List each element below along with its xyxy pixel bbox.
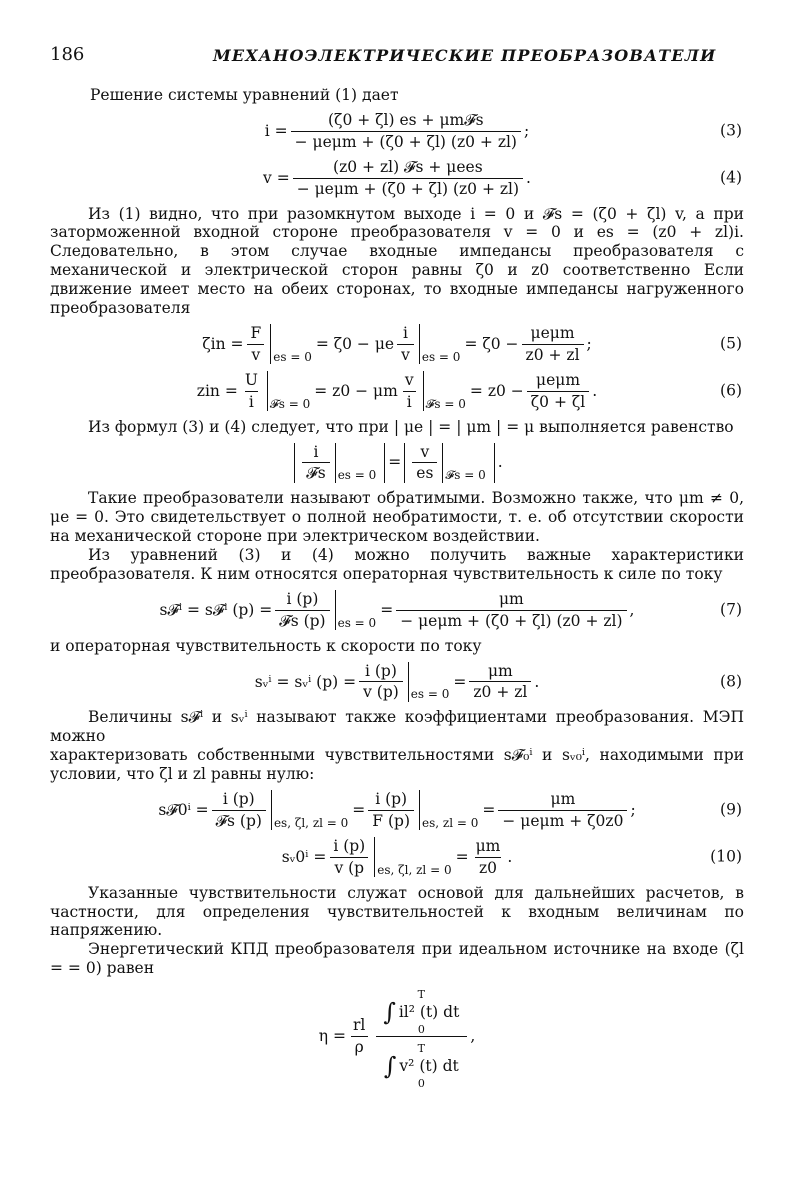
eq4-fraction xyxy=(293,158,523,199)
eq4-tail: . xyxy=(526,168,531,187)
eq8-frac-1-num: i (p) xyxy=(364,661,397,680)
eq5-frac-1 xyxy=(246,324,265,365)
eq9-frac-1-num: i (p) xyxy=(222,790,255,808)
reciprocity-equals: = xyxy=(388,453,402,472)
eq6-frac-3 xyxy=(527,371,589,412)
eq7-frac-2-den: − μeμm + (ζ0 + ζl) (z0 + zl) xyxy=(396,610,626,631)
eq7-number: (7) xyxy=(720,600,742,619)
eq9-frac-1-den: 𝓕s (p) xyxy=(212,810,266,831)
reciprocity-frac-1 xyxy=(302,443,329,484)
reciprocity-frac-1-num: i xyxy=(313,442,319,461)
eq6-condition-1: 𝓕s = 0 xyxy=(267,371,310,411)
eq10-frac-2-den: z0 xyxy=(475,857,501,878)
page-header xyxy=(48,44,750,68)
page-number: 186 xyxy=(50,44,85,65)
eq10-frac-1 xyxy=(329,837,369,878)
eq6-number: (6) xyxy=(720,381,742,400)
eff-lhs: η = xyxy=(318,1027,346,1046)
eq5-frac-1-den: v xyxy=(247,344,264,365)
reciprocity-frac-2 xyxy=(412,443,437,484)
eq9-frac-2 xyxy=(368,790,414,831)
eff-tail: , xyxy=(470,1027,476,1046)
eq8-frac-2-num: μm xyxy=(487,661,513,680)
eq6-frac-1 xyxy=(241,371,262,412)
eq6-mid: = z0 − μm xyxy=(314,381,398,400)
eq9-tail: ; xyxy=(630,800,636,819)
eq7-tail: , xyxy=(629,600,635,619)
equation-6 xyxy=(50,371,744,412)
eff-numerator-integral xyxy=(375,984,467,1036)
equation-9 xyxy=(50,790,744,831)
eff-denominator-integral xyxy=(376,1036,467,1089)
eq6-tail: . xyxy=(592,381,598,400)
paragraph-5: Из уравнений (3) и (4) можно получить важные характеристики преобразователя. К ним относятся операторная чувствительность к силе по току xyxy=(50,546,744,583)
eq3-fraction xyxy=(291,111,521,152)
paragraph-9: Энергетический КПД преобразователя при идеальном источнике на входе (ζl = = 0) равен xyxy=(50,940,744,978)
eq7-frac-2 xyxy=(396,590,626,631)
equation-8 xyxy=(50,662,744,703)
eq3-num: (ζ0 + ζl) es + μm𝓕s xyxy=(328,110,484,129)
eq5-mid: = ζ0 − μe xyxy=(315,334,395,353)
eq6-lhs: zin = xyxy=(196,381,238,400)
eq8-lhs: sᵥⁱ = sᵥⁱ (p) = xyxy=(254,672,357,691)
eq6-frac-3-den: ζ0 + ζl xyxy=(527,391,589,412)
eq8-frac-2 xyxy=(469,662,531,703)
eq9-condition-1: es, ζl, zl = 0 xyxy=(271,790,348,830)
reciprocity-abs-1 xyxy=(294,443,385,484)
eff-bottom-integral-line xyxy=(383,1052,459,1081)
eq5-lhs: ζin = xyxy=(202,334,244,353)
eff-coefficient xyxy=(349,1016,369,1057)
eq7-frac-1 xyxy=(275,590,329,631)
reciprocity-condition-1: es = 0 xyxy=(335,443,377,483)
eq10-tail: . xyxy=(507,847,513,866)
page-body xyxy=(50,86,744,1095)
eq5-frac-1-num: F xyxy=(250,323,262,342)
eq8-tail: . xyxy=(534,672,540,691)
paragraph-7a: Величины s𝓕ⁱ и sᵥⁱ называют также коэффициентами преобразования. МЭП можно xyxy=(50,708,744,746)
eq8-condition: es = 0 xyxy=(408,662,450,702)
eq8-frac-2-den: z0 + zl xyxy=(469,681,531,702)
eq9-frac-3-num: μm xyxy=(550,790,576,808)
eq5-frac-2 xyxy=(397,324,414,365)
reciprocity-frac-2-num: v xyxy=(420,442,430,461)
eq5-tail: ; xyxy=(586,334,592,353)
reciprocity-frac-1-den: 𝓕s xyxy=(302,462,329,483)
eq3-tail: ; xyxy=(523,121,530,140)
eq7-lhs: s𝓕ⁱ = s𝓕ⁱ (p) = xyxy=(159,600,273,619)
reciprocity-abs-2 xyxy=(404,443,494,484)
eq6-frac-3-num: μeμm xyxy=(536,370,581,389)
paragraph-8: Указанные чувствительности служат основой для дальнейших расчетов, в частности, для определения чувствительностей к входным величинам по напряжению. xyxy=(50,883,744,940)
eq8-frac-1 xyxy=(359,662,403,703)
eff-coefficient-num: rl xyxy=(352,1016,366,1035)
eq8-frac-1-den: v (p) xyxy=(359,681,403,702)
eq5-frac-3-den: z0 + zl xyxy=(522,344,584,365)
eq6-condition-2: 𝓕s = 0 xyxy=(423,371,466,411)
eq10-frac-1-num: i (p) xyxy=(333,836,366,855)
eq10-frac-1-den: v (p xyxy=(330,857,368,878)
eff-bottom-lower-limit: 0 xyxy=(417,1077,425,1091)
eq4-den: − μeμm + (ζ0 + ζl) (z0 + zl) xyxy=(293,178,523,199)
eq9-lhs: s𝓕0ⁱ = xyxy=(158,800,209,819)
eq5-number: (5) xyxy=(720,334,742,353)
reciprocity-condition-2: 𝓕s = 0 xyxy=(442,443,485,483)
eq10-lhs: sᵥ0ⁱ = xyxy=(281,847,327,866)
eff-top-integral-line xyxy=(383,998,460,1027)
eq3-number: (3) xyxy=(720,121,742,140)
paragraph-1: Решение системы уравнений (1) дает xyxy=(90,86,399,104)
paragraph-6: и операторная чувствительность к скорости по току xyxy=(50,636,482,655)
eq9-equals-1: = xyxy=(352,800,366,819)
eq7-frac-1-den: 𝓕s (p) xyxy=(275,610,329,631)
eff-top-integrand: il² (t) dt xyxy=(398,1002,460,1021)
eq7-equals: = xyxy=(380,600,394,619)
eq3-lhs: i = xyxy=(264,121,288,140)
eq7-condition: es = 0 xyxy=(335,590,377,630)
paragraph-7b: характеризовать собственными чувствительностями s𝓕₀ⁱ и sᵥ₀ⁱ, находимыми при условии, что ζl и zl равны нулю: xyxy=(50,746,744,784)
eq3-den: − μeμm + (ζ0 + ζl) (z0 + zl) xyxy=(291,131,521,152)
eq9-frac-1 xyxy=(212,790,266,831)
eq5-mid2: = ζ0 − xyxy=(464,334,519,353)
eq4-number: (4) xyxy=(720,168,742,187)
equation-efficiency xyxy=(50,984,744,1089)
equation-10 xyxy=(50,837,744,878)
integral-sign-icon: ∫ xyxy=(383,1052,397,1081)
running-title: МЕХАНОЭЛЕКТРИЧЕСКИЕ ПРЕОБРАЗОВАТЕЛИ xyxy=(213,46,717,65)
equation-3 xyxy=(50,111,744,152)
eq9-frac-3 xyxy=(498,790,627,831)
eq5-condition-2: es = 0 xyxy=(419,324,461,364)
eq10-condition: es, ζl, zl = 0 xyxy=(374,837,451,877)
reciprocity-tail: . xyxy=(497,453,503,472)
eq9-frac-2-den: F (p) xyxy=(368,810,414,831)
equation-reciprocity xyxy=(50,443,744,484)
eq10-equals: = xyxy=(455,847,469,866)
eff-coefficient-den: ρ xyxy=(351,1036,368,1057)
eq8-equals: = xyxy=(453,672,467,691)
paragraph-4: Такие преобразователи называют обратимыми. Возможно также, что μm ≠ 0, μe = 0. Это свидетельствует о полной необратимости, т. е. об отсутствии скорости на механической стороне при электрическом воздействии. xyxy=(50,489,744,546)
eff-bottom-integrand: v² (t) dt xyxy=(399,1056,459,1075)
eq9-number: (9) xyxy=(720,800,742,819)
paragraph-2: Из (1) видно, что при разомкнутом выходе i = 0 и 𝓕s = (ζ0 + ζl) v, а при заторможенной входной стороне преобразователя v = 0 и es = (z0 + zl)i. Следовательно, в этом случае входные импедансы преобразователя с механической и электрической сторон равны ζ0 и z0 соответственно Если движение имеет место на обеих сторонах, то входные импедансы нагруженного преобразователя xyxy=(50,204,744,318)
eq9-condition-2: es, zl = 0 xyxy=(419,790,478,830)
eff-top-integral-block xyxy=(383,989,459,1035)
eq9-equals-2: = xyxy=(482,800,496,819)
eq8-number: (8) xyxy=(720,672,742,691)
eq5-condition-1: es = 0 xyxy=(270,324,312,364)
equation-7 xyxy=(50,590,744,631)
eq9-frac-2-num: i (p) xyxy=(375,790,408,808)
eq7-frac-1-num: i (p) xyxy=(286,589,319,608)
eq4-num: (z0 + zl) 𝓕s + μees xyxy=(333,157,483,176)
eq5-frac-2-den: v xyxy=(397,344,414,365)
eq4-lhs: v = xyxy=(263,168,290,187)
eq6-frac-1-den: i xyxy=(245,391,258,412)
equation-4 xyxy=(50,158,744,199)
eq10-number: (10) xyxy=(710,847,742,866)
eq6-frac-1-num: U xyxy=(244,370,258,389)
eff-bottom-integral-block xyxy=(384,1043,459,1089)
eq5-frac-3 xyxy=(522,324,584,365)
eq5-frac-3-num: μeμm xyxy=(530,323,575,342)
eff-bottom-upper-limit: T xyxy=(417,1042,425,1056)
equation-5 xyxy=(50,324,744,365)
eq10-frac-2 xyxy=(472,837,505,878)
eq6-frac-2-num: v xyxy=(404,370,414,389)
eq9-frac-3-den: − μeμm + ζ0z0 xyxy=(498,810,627,831)
paragraph-3: Из формул (3) и (4) следует, что при | μe | = | μm | = μ выполняется равенство xyxy=(88,417,734,436)
reciprocity-frac-2-den: es xyxy=(412,462,437,483)
eq10-frac-2-num: μm xyxy=(475,836,501,855)
eff-top-upper-limit: T xyxy=(417,988,425,1002)
eff-integral-fraction xyxy=(375,984,467,1089)
integral-sign-icon: ∫ xyxy=(383,998,396,1027)
eq5-frac-2-num: i xyxy=(402,323,408,342)
eq7-frac-2-num: μm xyxy=(498,589,524,608)
eq6-frac-2 xyxy=(401,371,418,412)
eff-top-lower-limit: 0 xyxy=(417,1023,425,1037)
eq6-frac-2-den: i xyxy=(403,391,416,412)
eq6-mid2: = z0 − xyxy=(469,381,524,400)
